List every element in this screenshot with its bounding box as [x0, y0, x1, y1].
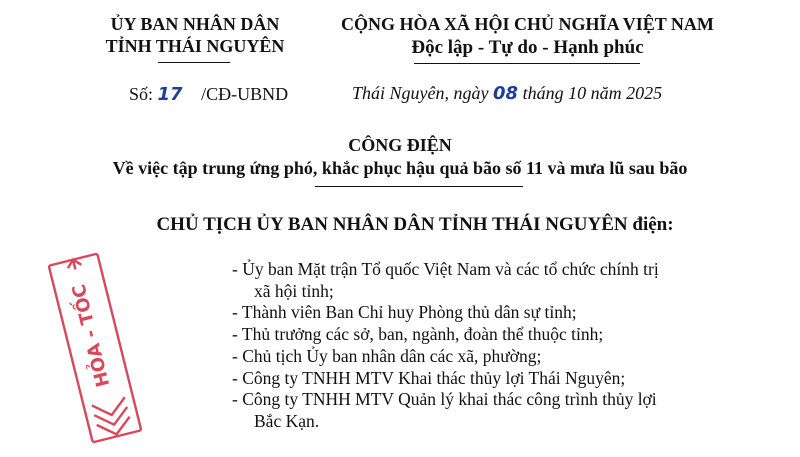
date-prefix: Thái Nguyên, ngày — [352, 83, 489, 103]
subject-underline — [315, 186, 523, 187]
recipient-item: - Công ty TNHH MTV Quản lý khai thác công trình thủy lợi — [232, 389, 657, 410]
recipient-item: - Thủ trưởng các sở, ban, ngành, đoàn thể thuộc tỉnh; — [232, 324, 604, 345]
date-suffix: tháng 10 năm 2025 — [522, 83, 663, 103]
stamp-text: HỎA - TỐC — [68, 281, 115, 390]
recipient-item: - Thành viên Ban Chỉ huy Phòng thủ dân sự tỉnh; — [232, 302, 577, 323]
document-type: CÔNG ĐIỆN — [348, 135, 452, 155]
stamp-feather-icon — [92, 397, 133, 438]
issuing-org-line2: TỈNH THÁI NGUYÊN — [105, 36, 285, 56]
document-number-suffix: /CĐ-UBND — [201, 84, 289, 104]
national-title: CỘNG HÒA XÃ HỘI CHỦ NGHĨA VIỆT NAM — [341, 14, 714, 34]
recipient-item: - Ủy ban Mặt trận Tổ quốc Việt Nam và các tổ chức chính trị — [232, 259, 659, 279]
document-number-prefix: Số: — [129, 84, 154, 104]
date-day: 08 — [493, 83, 519, 104]
document-number-value: 17 — [157, 84, 183, 105]
recipient-list — [232, 259, 752, 433]
national-motto: Độc lập - Tự do - Hạnh phúc — [411, 37, 644, 58]
motto-underline — [414, 63, 640, 64]
issuing-org-line1: ỦY BAN NHÂN DÂN — [110, 14, 280, 34]
express-stamp — [44, 249, 146, 447]
recipient-item: - Chủ tịch Ủy ban nhân dân các xã, phường; — [232, 345, 542, 366]
org-underline — [158, 62, 230, 63]
document-number — [129, 84, 288, 105]
recipient-item-continued: Bắc Kạn. — [254, 410, 320, 431]
recipient-item: - Công ty TNHH MTV Khai thác thủy lợi Thái Nguyên; — [232, 367, 626, 388]
place-date — [352, 83, 662, 104]
document-subject: Về việc tập trung ứng phó, khắc phục hậu quả bão số 11 và mưa lũ sau bão — [112, 158, 688, 178]
recipient-item-continued: xã hội tỉnh; — [254, 280, 334, 301]
sender-line: CHỦ TỊCH ỦY BAN NHÂN DÂN TỈNH THÁI NGUYÊN điện: — [156, 214, 674, 235]
